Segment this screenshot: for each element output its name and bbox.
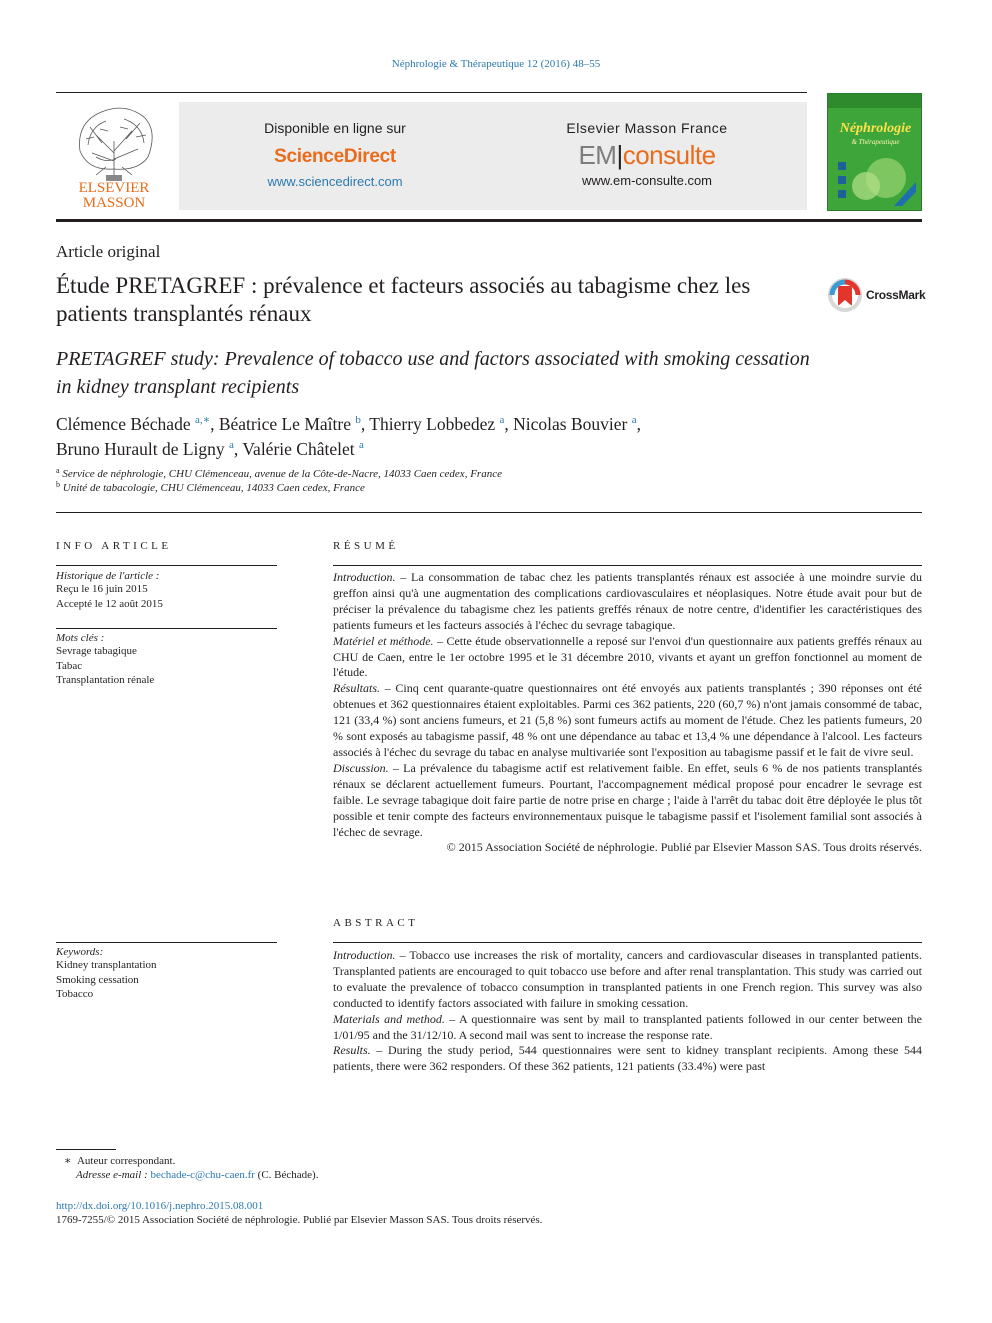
- issn-copyright: 1769-7255/© 2015 Association Société de néphrologie. Publié par Elsevier Masson SAS. Tous droits réservés.: [56, 1214, 543, 1226]
- accepted-date: Accepté le 12 août 2015: [56, 597, 163, 610]
- article-title-en: PRETAGREF study: Prevalence of tobacco use and factors associated with smoking cessation in kidney transplant recipients: [56, 348, 810, 398]
- crossmark-icon: [827, 277, 863, 313]
- author[interactable]: Thierry Lobbedez $^a$: [369, 414, 505, 434]
- abstract-body: [333, 948, 922, 1075]
- resume-paragraph: Introduction. – La consommation de tabac chez les patients transplantés rénaux est associée à une moindre survie du greffon ainsi qu'à une augmentation des complications cardiovasculaires et néoplasiques. Notre étude avait pour but de préciser la prévalence du tabagisme chez les patients greffés rénaux de notre centre, d'identifier les caractéristiques des patients fumeurs et les facteurs associés à l'échec du sevrage tabagique.: [333, 570, 923, 632]
- author-list: Clémence Béchade $^{a,∗}$, Béatrice Le Maître $^b$, Thierry Lobbedez $^a$, Nicolas Bouvier $^a$, Bruno Hurault de Ligny $^a$, Valérie Châtelet $^a$: [56, 414, 642, 459]
- received-date: Reçu le 16 juin 2015: [56, 583, 148, 595]
- em-logo-left: EM: [578, 140, 617, 170]
- elsevier-masson-logo: [66, 101, 162, 213]
- online-availability-banner: [179, 102, 807, 210]
- keywords-en-label: Keywords:: [56, 946, 104, 958]
- info-article-heading: INFO ARTICLE: [56, 540, 172, 552]
- keyword[interactable]: Sevrage tabagique: [56, 645, 137, 657]
- section-divider: [56, 512, 922, 513]
- em-logo-right: consulte: [622, 140, 716, 170]
- author[interactable]: Béatrice Le Maître $^b$: [218, 414, 361, 434]
- sciencedirect-logo[interactable]: ScienceDirect: [274, 146, 396, 167]
- cover-subtitle: & Thérapeutique: [851, 138, 900, 146]
- keyword[interactable]: Tabac: [56, 659, 83, 672]
- resume-body: [333, 570, 922, 856]
- available-label: Disponible en ligne sur: [264, 120, 406, 136]
- abstract-heading: ABSTRACT: [333, 917, 419, 929]
- author[interactable]: Valérie Châtelet $^a$: [242, 439, 364, 459]
- resume-paragraph: Discussion. – La prévalence du tabagisme actif est relativement faible. En effet, seuls 6 % de nos patients transplantés rénaux se déclarent actuellement fumeurs. Pourtant, l'accompagnement médical proposé pour encadrer le sevrage est faible. Le sevrage tabagique doit faire partie de notre prise en charge ; l'aide à l'arrêt du tabac doit être déployée le plus tôt possible et tenir compte des facteurs environnementaux puisque le tabagisme passif et l'isolement familial sont associés à l'échec de sevrage.: [333, 760, 923, 839]
- header-thick-rule: [56, 219, 922, 222]
- email-label: Adresse e-mail :: [76, 1169, 148, 1181]
- cover-title: Néphrologie: [839, 121, 912, 136]
- journal-citation[interactable]: Néphrologie & Thérapeutique 12 (2016) 48–55: [391, 58, 601, 70]
- crossmark-label: CrossMark: [866, 288, 926, 302]
- em-publisher-label: Elsevier Masson France: [566, 120, 728, 136]
- keyword[interactable]: Transplantation rénale: [56, 674, 155, 686]
- keywords-fr-label: Mots clés :: [56, 632, 105, 644]
- keywords-en: [56, 946, 277, 1002]
- corresponding-author-note: [64, 1154, 175, 1167]
- article-history: [56, 570, 277, 611]
- abstract-paragraph: Results. – During the study period, 544 questionnaires were sent to kidney transplant recipients. Among these 544 patients, there were 362 responders. Of these 362 patients, 121 patients (33.4%) were past: [333, 1043, 923, 1074]
- em-consulte-link[interactable]: www.em-consulte.com: [581, 173, 713, 188]
- email-link[interactable]: bechade-c@chu-caen.fr: [150, 1169, 255, 1181]
- article-type: Article original: [56, 242, 161, 261]
- resume-paragraph: Résultats. – Cinq cent quarante-quatre questionnaires ont été envoyés aux patients transplantés ; 390 réponses ont été obtenues et 362 questionnaires étaient exploitables. Parmi ces 362 patients, 220 (60,7 %) n'ont jamais consommé de tabac, 121 (33,4 %) sont anciens fumeurs, et 21 (5,8 %) sont fumeurs actifs au moment de l'étude. Chez les patients fumeurs, 20 % sont exposés au tabagisme passif, 48 % ont une dépendance au tabac et 13,4 % une dépendance à l'alcool. Les facteurs associés à l'échec du sevrage du tabac en analyse multivariée sont l'exposition au tabagisme passif et le fait de vivre seul.: [333, 681, 922, 759]
- info-divider: [56, 628, 277, 629]
- elsevier-masson-wordmark: ELSEVIER MASSON: [78, 180, 150, 211]
- keyword[interactable]: Smoking cessation: [56, 973, 139, 986]
- affiliation: $^b$ Unité de tabacologie, CHU Clémenceau, 14033 Caen cedex, France: [56, 480, 365, 494]
- resume-heading: RÉSUMÉ: [333, 540, 399, 552]
- em-consulte-logo[interactable]: EM|consulte: [578, 140, 716, 170]
- history-label: Historique de l'article :: [56, 570, 160, 582]
- cover-illustration: [836, 152, 916, 208]
- crossmark-badge[interactable]: [827, 277, 927, 313]
- resume-copyright: © 2015 Association Société de néphrologie. Publié par Elsevier Masson SAS. Tous droits réservés.: [446, 840, 922, 855]
- corresponding-label: Auteur correspondant.: [76, 1155, 176, 1167]
- info-divider: [56, 565, 277, 566]
- abstract-paragraph: Introduction. – Tobacco use increases the risk of mortality, cancers and cardiovascular diseases in transplanted patients. Transplanted patients are encouraged to quit tobacco use before and after renal transplantation. This study was carried out to evaluate the prevalence of tobacco consumption in transplanted patients in one French region. This survey was also conducted to identify factors associated with failure in smoking cessation.: [333, 948, 922, 1010]
- keywords-fr: [56, 632, 277, 688]
- sciencedirect-block: [235, 120, 435, 189]
- footnote-rule: [56, 1149, 116, 1150]
- email-note: [76, 1169, 318, 1181]
- info-divider: [56, 942, 277, 943]
- affiliation: $^a$ Service de néphrologie, CHU Clémenceau, avenue de la Côte-de-Nacre, 14033 Caen cedex, France: [56, 466, 502, 480]
- author[interactable]: Nicolas Bouvier $^a$: [513, 414, 637, 434]
- resume-divider: [333, 565, 922, 566]
- journal-cover-thumbnail[interactable]: [827, 93, 922, 211]
- keyword[interactable]: Tobacco: [56, 988, 94, 1000]
- doi-link[interactable]: http://dx.doi.org/10.1016/j.nephro.2015.08.001: [56, 1200, 264, 1212]
- author[interactable]: Bruno Hurault de Ligny $^a$: [56, 439, 234, 459]
- keyword[interactable]: Kidney transplantation: [56, 959, 157, 971]
- email-owner: (C. Béchade).: [257, 1169, 319, 1181]
- cover-top-band: [828, 94, 922, 108]
- header-rule: [56, 92, 807, 93]
- em-consulte-block: [547, 120, 747, 188]
- resume-paragraph: Matériel et méthode. – Cette étude observationnelle a reposé sur l'envoi d'un questionnaire aux patients greffés rénaux au CHU de Caen, entre le 1er octobre 1995 et le 31 décembre 2010, vivants et ayant un greffon fonctionnel au moment de l'étude.: [333, 633, 922, 680]
- author[interactable]: Clémence Béchade $^{a,∗}$: [56, 414, 211, 434]
- abstract-paragraph: Materials and method. – A questionnaire was sent by mail to transplanted patients followed in our center between the 1/01/95 and the 31/12/10. A second mail was sent to increase the response rate.: [333, 1011, 922, 1042]
- sciencedirect-link[interactable]: www.sciencedirect.com: [267, 174, 403, 189]
- footnote-mark: ∗: [64, 1155, 72, 1167]
- abstract-divider: [333, 942, 922, 943]
- article-title-fr: Étude PRETAGREF : prévalence et facteurs associés au tabagisme chez les patients transplantés rénaux: [56, 273, 751, 326]
